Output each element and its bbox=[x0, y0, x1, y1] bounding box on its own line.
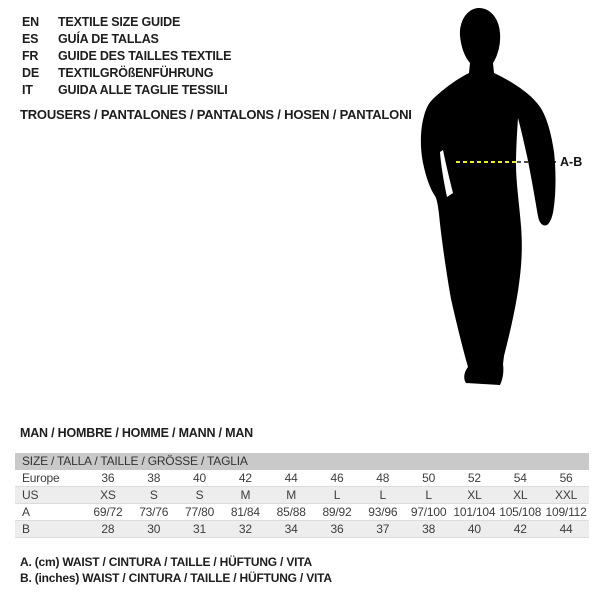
cell: L bbox=[406, 487, 452, 504]
language-code: FR bbox=[22, 49, 39, 63]
cell: 81/84 bbox=[230, 505, 260, 519]
cell: 40 bbox=[193, 471, 206, 485]
cell: 36 bbox=[101, 471, 115, 485]
table-row-europe bbox=[15, 470, 589, 487]
man-silhouette-svg bbox=[400, 0, 600, 420]
cell: 50 bbox=[422, 471, 436, 485]
language-row-es bbox=[22, 31, 231, 48]
language-code: ES bbox=[22, 32, 39, 46]
row-label: US bbox=[15, 487, 85, 504]
cell: 44 bbox=[284, 471, 298, 485]
cell: 105/108 bbox=[499, 505, 542, 519]
measure-label: A-B bbox=[560, 155, 583, 169]
man-silhouette bbox=[421, 8, 556, 385]
cell: M bbox=[222, 487, 268, 504]
cell: 56 bbox=[559, 471, 573, 485]
cell: 28 bbox=[85, 521, 131, 538]
cell: 46 bbox=[330, 471, 344, 485]
table-row-b-inches bbox=[15, 521, 589, 538]
section-title-man: MAN / HOMBRE / HOMME / MANN / MAN bbox=[20, 426, 253, 440]
cell: 30 bbox=[131, 521, 177, 538]
cell: 89/92 bbox=[322, 505, 352, 519]
cell: 73/76 bbox=[139, 505, 169, 519]
footnote-b: B. (inches) WAIST / CINTURA / TAILLE / HÜFTUNG / VITA bbox=[20, 571, 332, 585]
language-label: TEXTILE SIZE GUIDE bbox=[58, 15, 181, 29]
cell: 52 bbox=[467, 471, 481, 485]
language-code: EN bbox=[22, 15, 39, 29]
cell: 101/104 bbox=[453, 505, 496, 519]
cell: L bbox=[360, 487, 406, 504]
cell: XXL bbox=[543, 487, 589, 504]
row-label: B bbox=[15, 521, 85, 538]
language-label: GUIDA ALLE TAGLIE TESSILI bbox=[58, 83, 228, 97]
cell: 34 bbox=[268, 521, 314, 538]
cell: 97/100 bbox=[410, 505, 447, 519]
table-row-a-cm bbox=[15, 504, 589, 521]
language-code: IT bbox=[22, 83, 33, 97]
language-row-it bbox=[22, 82, 231, 99]
language-list bbox=[22, 14, 231, 99]
cell: 40 bbox=[452, 521, 498, 538]
cell: XL bbox=[497, 487, 543, 504]
language-label: GUÍA DE TALLAS bbox=[58, 32, 159, 46]
cell: 85/88 bbox=[276, 505, 306, 519]
language-code: DE bbox=[22, 66, 39, 80]
size-table-header: SIZE / TALLA / TAILLE / GRÖSSE / TAGLIA bbox=[15, 453, 589, 470]
category-title: TROUSERS / PANTALONES / PANTALONS / HOSEN / PANTALONI bbox=[20, 107, 412, 122]
cell: 42 bbox=[238, 471, 252, 485]
cell: 42 bbox=[497, 521, 543, 538]
cell: M bbox=[268, 487, 314, 504]
language-label: TEXTILGRÖßENFÜHRUNG bbox=[58, 66, 214, 80]
language-row-fr bbox=[22, 48, 231, 65]
row-label: Europe bbox=[22, 471, 60, 485]
cell: 77/80 bbox=[185, 505, 215, 519]
cell: S bbox=[177, 487, 223, 504]
row-label: A bbox=[22, 505, 30, 519]
size-table-header-row bbox=[15, 453, 589, 470]
footnotes bbox=[20, 554, 332, 586]
cell: 54 bbox=[513, 471, 527, 485]
cell: 69/72 bbox=[93, 505, 123, 519]
cell: 32 bbox=[222, 521, 268, 538]
cell: 37 bbox=[360, 521, 406, 538]
cell: 31 bbox=[177, 521, 223, 538]
man-figure bbox=[400, 0, 600, 420]
footnote-a: A. (cm) WAIST / CINTURA / TAILLE / HÜFTUNG / VITA bbox=[20, 555, 312, 569]
table-row-us bbox=[15, 487, 589, 504]
size-table bbox=[15, 453, 589, 538]
language-row-de bbox=[22, 65, 231, 82]
cell: 93/96 bbox=[368, 505, 398, 519]
cell: 109/112 bbox=[545, 505, 587, 519]
cell: 38 bbox=[406, 521, 452, 538]
cell: S bbox=[131, 487, 177, 504]
cell: 36 bbox=[314, 521, 360, 538]
cell: 38 bbox=[147, 471, 161, 485]
cell: XL bbox=[452, 487, 498, 504]
cell: 44 bbox=[543, 521, 589, 538]
language-row-en bbox=[22, 14, 231, 31]
cell: L bbox=[314, 487, 360, 504]
cell: XS bbox=[85, 487, 131, 504]
language-label: GUIDE DES TAILLES TEXTILE bbox=[58, 49, 232, 63]
cell: 48 bbox=[376, 471, 390, 485]
